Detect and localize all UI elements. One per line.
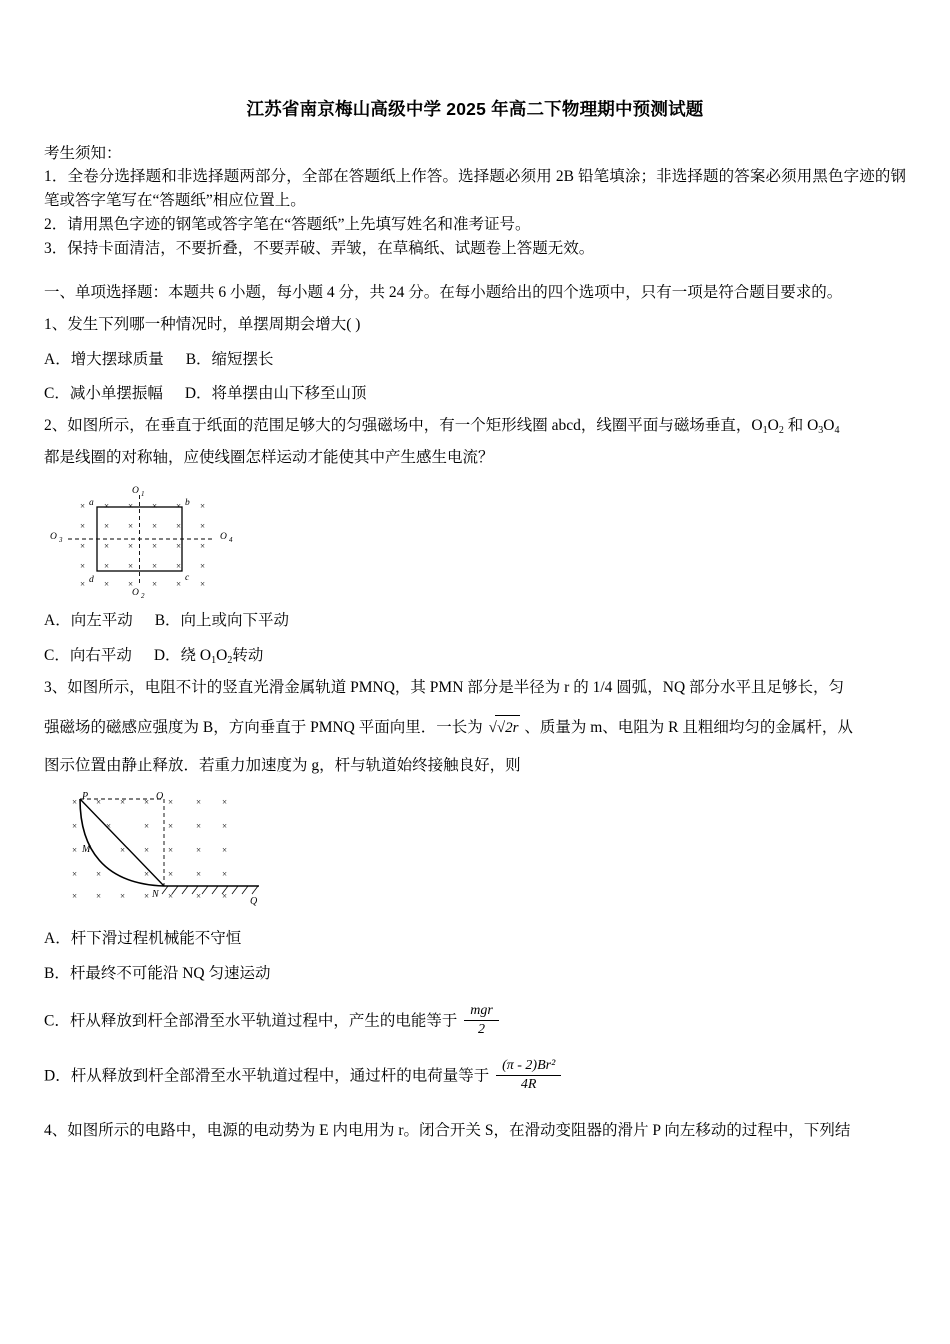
svg-text:×: × — [104, 501, 110, 512]
svg-text:×: × — [72, 797, 78, 808]
svg-text:×: × — [104, 579, 110, 590]
svg-text:×: × — [152, 541, 158, 552]
page-title: 江苏省南京梅山高级中学 2025 年高二下物理期中预测试题 — [246, 99, 704, 119]
svg-text:×: × — [222, 821, 228, 832]
question-3-figure — [44, 789, 906, 917]
question-2-sub-2: 2 — [778, 425, 784, 437]
svg-text:×: × — [128, 521, 134, 532]
question-2-options-row-2 — [44, 644, 906, 669]
question-2-option-d — [154, 647, 263, 664]
svg-text:×: × — [196, 869, 202, 880]
question-2-stem-part-2: O — [767, 417, 779, 435]
svg-text:×: × — [168, 869, 174, 880]
notice-line-3: 3．保持卡面清洁，不要折叠，不要弄破、弄皱，在草稿纸、试题卷上答题无效。 — [44, 240, 595, 258]
svg-text:×: × — [200, 579, 206, 590]
question-3-stem-line-2-pre: 强磁场的磁感应强度为 B，方向垂直于 PMNQ 平面向里．一长为 — [44, 718, 487, 736]
question-3-option-c — [44, 1003, 906, 1038]
rectangular-coil-magnetic-field-diagram — [44, 481, 364, 599]
notice-line-1: 1．全卷分选择题和非选择题两部分，全部在答题纸上作答。选择题必须用 2B 铅笔填涂；非选择题的答案必须用黑色字迹的钢笔或答字笔写在“答题纸”相应位置上。 — [44, 168, 906, 210]
svg-text:×: × — [120, 891, 126, 902]
svg-text:d: d — [89, 575, 94, 586]
svg-text:×: × — [196, 797, 202, 808]
question-2-option-b: B．向上或向下平动 — [154, 612, 290, 630]
notice-heading: 考生须知： — [44, 145, 122, 162]
svg-text:×: × — [222, 869, 228, 880]
svg-text:×: × — [196, 845, 202, 856]
question-1-options-row-2 — [44, 382, 906, 407]
svg-text:O: O — [156, 791, 164, 803]
question-2-figure — [44, 481, 906, 599]
section-heading: 一、单项选择题：本题共 6 小题，每小题 4 分，共 24 分。在每小题给出的四个选项中，只有一项是符合题目要求的。 — [44, 284, 843, 302]
fraction-denominator: 4R — [520, 1077, 537, 1093]
svg-text:×: × — [152, 579, 158, 590]
svg-text:N: N — [152, 889, 159, 901]
svg-text:×: × — [128, 561, 134, 572]
svg-text:Q: Q — [250, 896, 258, 908]
question-2-number: 2、 — [44, 417, 68, 435]
svg-text:×: × — [80, 541, 86, 552]
question-3-option-a: A．杆下滑过程机械能不守恒 — [44, 930, 242, 948]
svg-text:×: × — [80, 501, 86, 512]
fraction-numerator: (π - 2)Br² — [496, 1058, 561, 1076]
svg-text:c: c — [185, 573, 190, 584]
question-2-option-d-mid: O — [216, 646, 228, 664]
svg-text:×: × — [196, 821, 202, 832]
page-content — [44, 0, 906, 1144]
question-3-number: 3、 — [44, 678, 68, 696]
svg-text:×: × — [200, 521, 206, 532]
question-4-number: 4、 — [44, 1122, 68, 1140]
svg-text:×: × — [96, 869, 102, 880]
fraction-numerator: mgr — [464, 1003, 499, 1021]
question-1-options-row-1 — [44, 348, 906, 373]
question-2-option-d-sub1: 1 — [211, 654, 217, 666]
question-3-stem-line-3: 图示位置由静止释放．若重力加速度为 g，杆与轨道始终接触良好，则 — [44, 757, 521, 775]
svg-text:×: × — [152, 501, 158, 512]
svg-text:×: × — [128, 541, 134, 552]
question-2-stem-part-3: 和 O — [783, 417, 819, 435]
svg-text:×: × — [196, 891, 202, 902]
fraction-denominator: 2 — [478, 1021, 485, 1037]
svg-text:×: × — [168, 845, 174, 856]
svg-text:×: × — [144, 821, 150, 832]
question-1-number: 1、 — [44, 315, 68, 333]
svg-text:×: × — [176, 501, 182, 512]
svg-text:×: × — [96, 797, 102, 808]
question-2 — [44, 414, 906, 439]
svg-text:×: × — [200, 501, 206, 512]
svg-text:1: 1 — [141, 490, 145, 499]
quarter-circle-track-magnetic-field-diagram — [44, 789, 384, 917]
svg-text:×: × — [222, 797, 228, 808]
question-3-option-d-text: D．杆从释放到杆全部滑至水平轨道过程中，通过杆的电荷量等于 — [44, 1067, 494, 1085]
svg-text:×: × — [176, 541, 182, 552]
svg-text:×: × — [200, 561, 206, 572]
question-1-option-d: D．将单摆由山下移至山顶 — [184, 385, 367, 403]
svg-text:2: 2 — [141, 592, 145, 600]
question-1 — [44, 313, 906, 338]
question-2-options-row-1 — [44, 609, 906, 634]
svg-text:×: × — [168, 821, 174, 832]
question-3-option-b: B．杆最终不可能沿 NQ 匀速运动 — [44, 965, 271, 983]
question-2-sub-1: 1 — [762, 425, 768, 437]
svg-text:×: × — [176, 521, 182, 532]
question-2-option-a: A．向左平动 — [44, 612, 133, 630]
question-3-stem-line-2 — [44, 715, 906, 741]
question-2-option-d-sub2: 2 — [227, 654, 233, 666]
svg-text:×: × — [120, 845, 126, 856]
svg-text:×: × — [104, 521, 110, 532]
svg-text:×: × — [128, 501, 134, 512]
svg-text:×: × — [222, 891, 228, 902]
svg-text:P: P — [82, 791, 89, 803]
fraction-mgr-over-2 — [464, 1003, 499, 1038]
question-2-sub-3: 3 — [818, 425, 824, 437]
svg-text:×: × — [80, 521, 86, 532]
svg-text:O: O — [132, 588, 139, 599]
svg-text:4: 4 — [229, 536, 233, 545]
svg-text:×: × — [168, 891, 174, 902]
question-1-option-b: B．缩短摆长 — [185, 350, 274, 368]
question-2-stem-part-1: 如图所示，在垂直于纸面的范围足够大的匀强磁场中，有一个矩形线圈 abcd，线圈平面与磁场垂直，O — [67, 417, 763, 435]
question-2-option-d-post: 转动 — [232, 646, 264, 664]
svg-text:×: × — [104, 541, 110, 552]
question-3-option-d — [44, 1058, 906, 1093]
svg-text:×: × — [144, 869, 150, 880]
question-3-option-c-text: C．杆从释放到杆全部滑至水平轨道过程中，产生的电能等于 — [44, 1012, 462, 1030]
svg-text:b: b — [185, 498, 190, 509]
notice-line-2: 2．请用黑色字迹的钢笔或答字笔在“答题纸”上先填写姓名和准考证号。 — [44, 216, 531, 234]
sqrt-2r-expression: √√2r — [487, 715, 521, 740]
svg-text:×: × — [104, 561, 110, 572]
question-1-option-a: A．增大摆球质量 — [44, 350, 164, 368]
fraction-charge-expression — [496, 1058, 561, 1093]
svg-text:×: × — [120, 797, 126, 808]
svg-text:×: × — [200, 541, 206, 552]
question-1-stem: 发生下列哪一种情况时，单摆周期会增大( ) — [67, 315, 361, 333]
svg-text:×: × — [128, 579, 134, 590]
question-3 — [44, 676, 906, 701]
svg-text:×: × — [144, 891, 150, 902]
svg-text:×: × — [176, 579, 182, 590]
svg-text:×: × — [152, 521, 158, 532]
svg-text:×: × — [80, 579, 86, 590]
question-3-stem-line-1: 如图所示，电阻不计的竖直光滑金属轨道 PMNQ，其 PMN 部分是半径为 r 的 1/4 圆弧，NQ 部分水平且足够长，匀 — [67, 678, 845, 696]
svg-text:×: × — [72, 891, 78, 902]
question-3-stem-line-2-post: 、质量为 m、电阻为 R 且粗细均匀的金属杆，从 — [520, 718, 853, 736]
svg-text:O: O — [220, 532, 227, 543]
svg-text:×: × — [152, 561, 158, 572]
question-2-option-d-pre: D．绕 O — [153, 646, 212, 664]
svg-text:×: × — [144, 845, 150, 856]
svg-text:×: × — [80, 561, 86, 572]
svg-text:O: O — [50, 532, 57, 543]
svg-text:3: 3 — [59, 536, 63, 545]
svg-text:×: × — [72, 869, 78, 880]
svg-text:×: × — [72, 845, 78, 856]
svg-text:×: × — [168, 797, 174, 808]
question-4-stem: 如图所示的电路中，电源的电动势为 E 内电用为 r。闭合开关 S，在滑动变阻器的滑片 P 向左移动的过程中，下列结 — [67, 1122, 851, 1140]
question-1-option-c: C．减小单摆振幅 — [44, 385, 163, 403]
question-2-option-c: C．向右平动 — [44, 646, 132, 664]
svg-text:×: × — [106, 821, 112, 832]
svg-text:×: × — [72, 821, 78, 832]
question-4 — [44, 1119, 906, 1144]
question-2-stem-part-4: O — [823, 417, 835, 435]
question-2-sub-4: 4 — [834, 425, 840, 437]
sqrt-2r-value: √2r — [495, 715, 521, 740]
svg-text:×: × — [144, 797, 150, 808]
svg-text:×: × — [96, 891, 102, 902]
svg-text:O: O — [132, 486, 139, 497]
svg-text:×: × — [176, 561, 182, 572]
svg-text:a: a — [89, 498, 94, 509]
svg-text:M: M — [82, 844, 91, 856]
svg-text:×: × — [222, 845, 228, 856]
question-2-stem-cont: 都是线圈的对称轴，应使线圈怎样运动才能使其中产生感生电流？ — [44, 449, 494, 467]
